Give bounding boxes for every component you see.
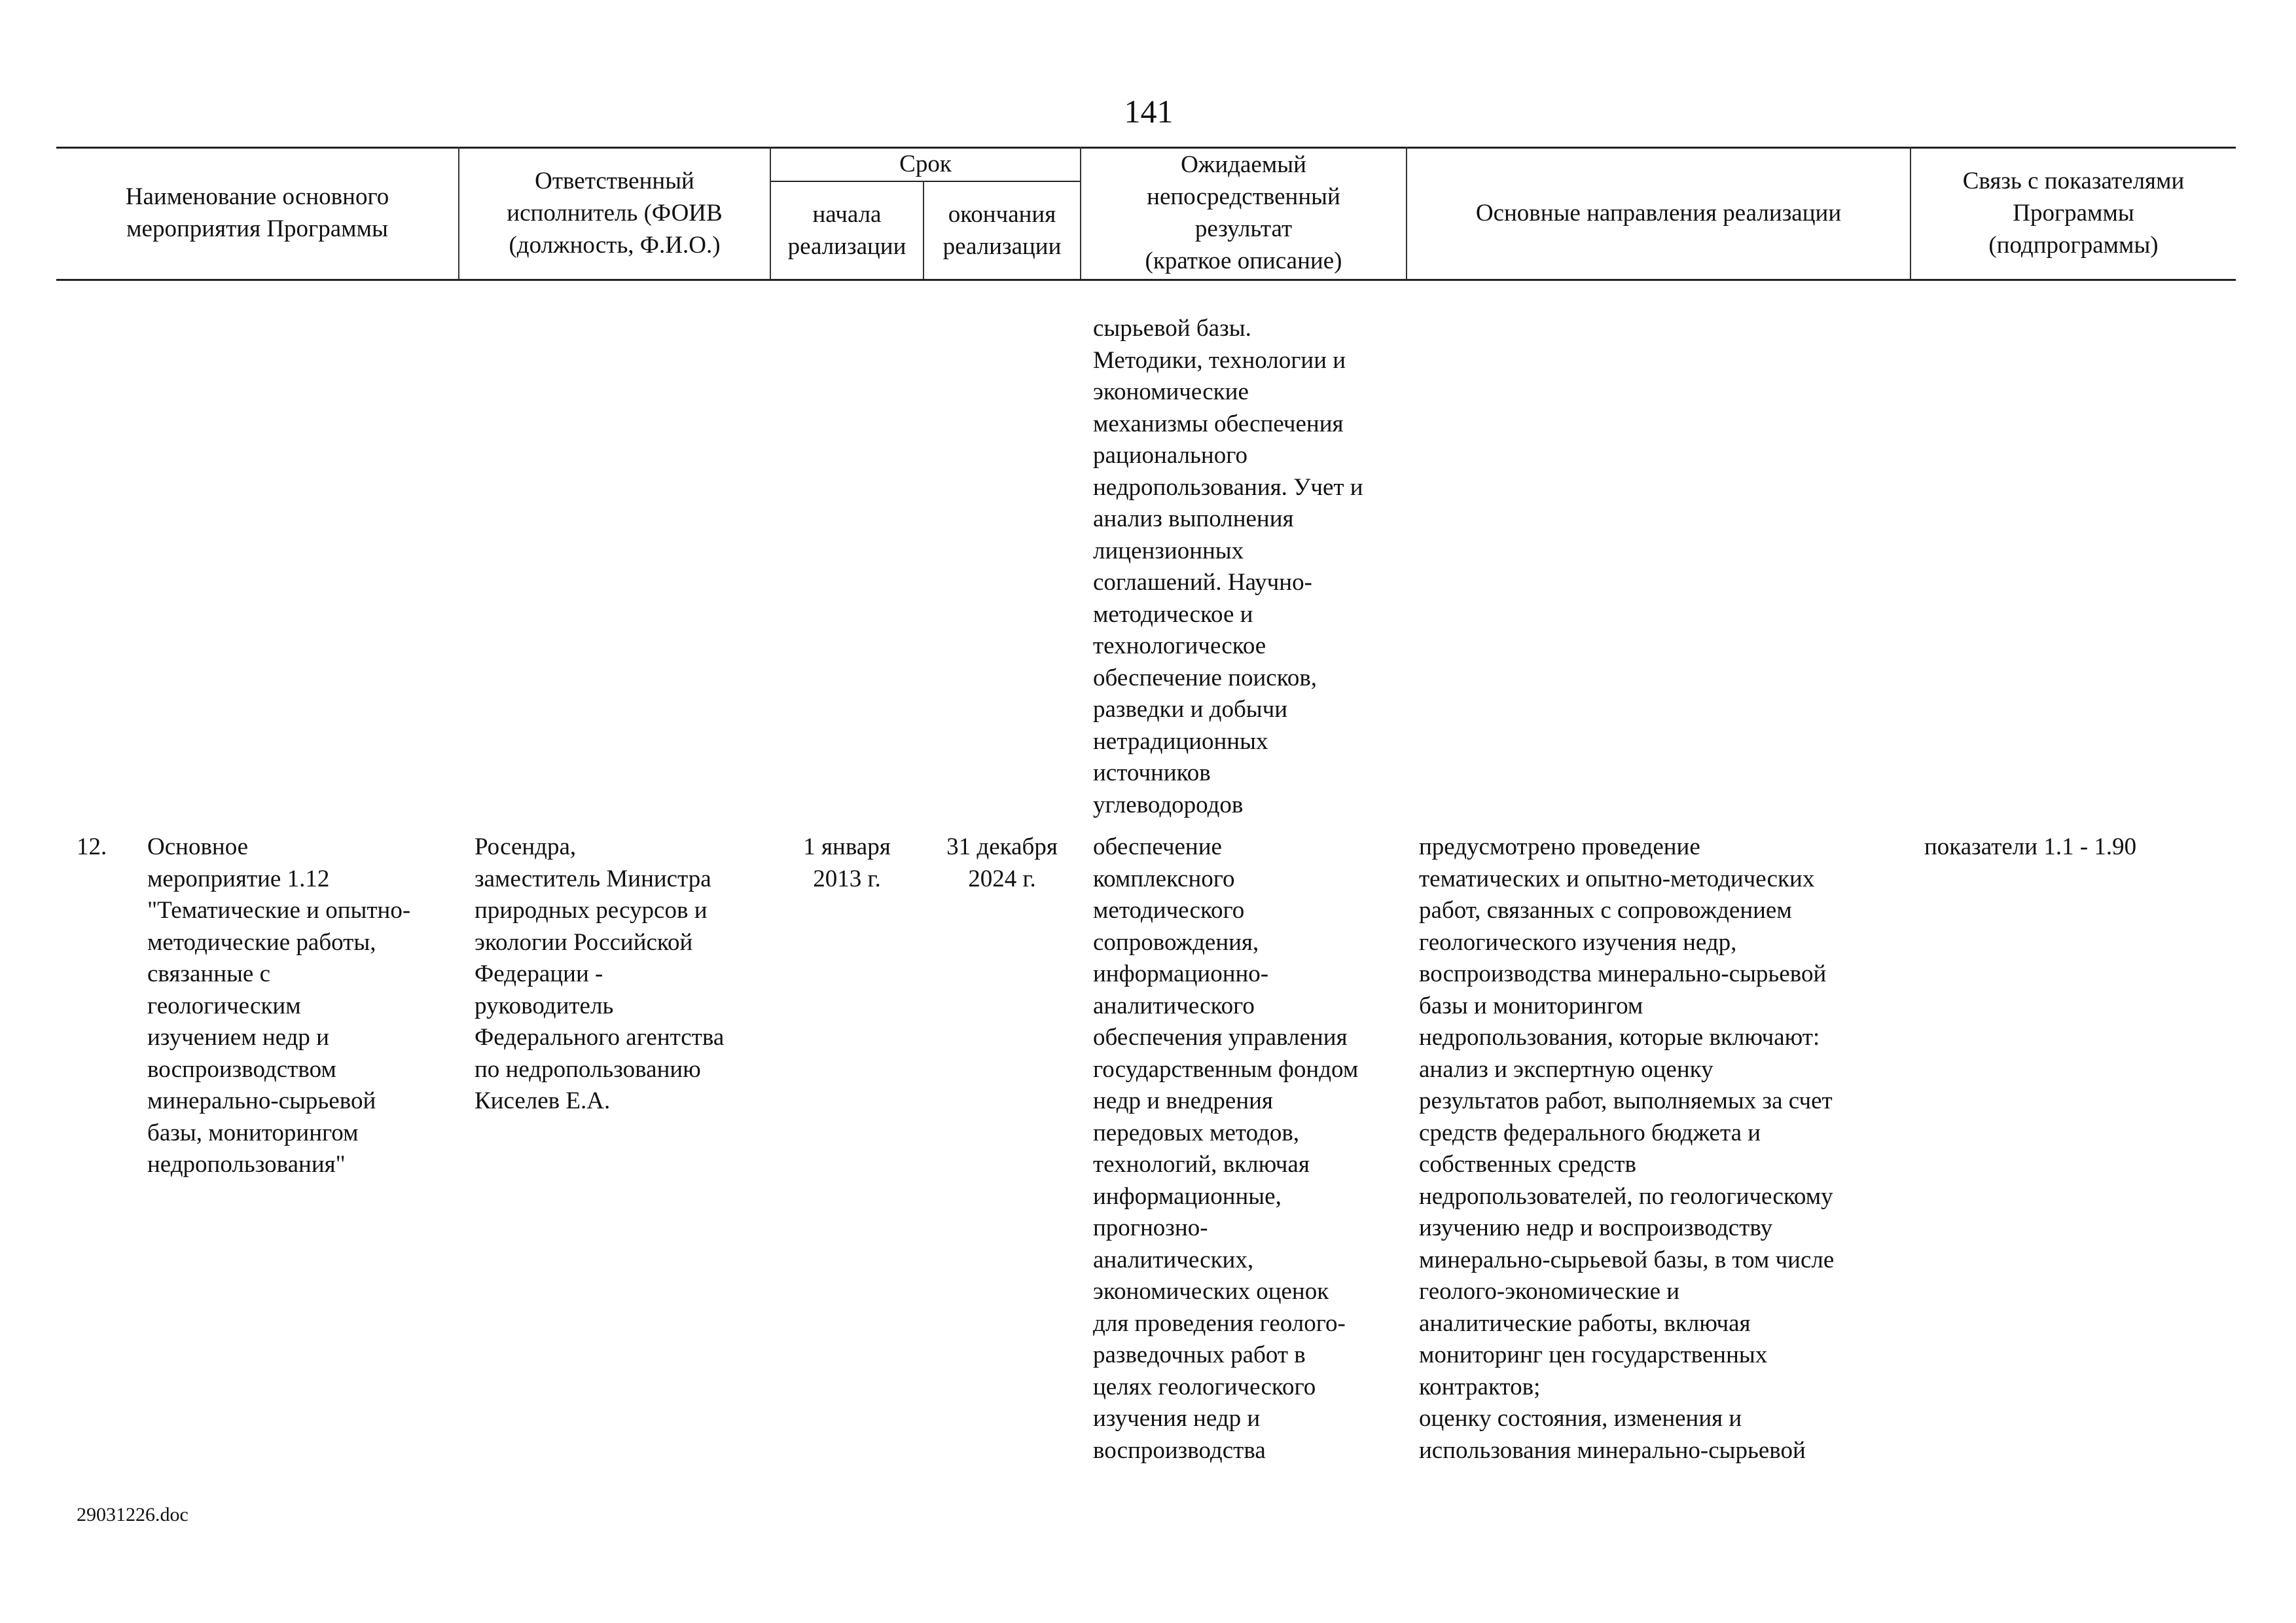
row-start-date: 1 января 2013 г. [803, 833, 891, 892]
continued-result-text: сырьевой базы. Методики, технологии и экономические механизмы обеспечения рационального недропользования. Учет и анализ выполнения лицензионных соглашений. Научно- методическое и технологическое обеспечение поисков, разведки и добычи нетрадиционных источников углеводородов [1093, 315, 1363, 818]
row-executor: Росендра, заместитель Министра природных ресурсов и экологии Российской Федерации - руководитель Федерального агентства по недропользованию Киселев Е.А. [475, 833, 725, 1114]
header-directions [1407, 147, 1910, 279]
header-start-text: начала реализации [787, 201, 906, 260]
header-executor [459, 147, 770, 279]
header-link [1911, 147, 2236, 279]
page-number: 141 [1124, 93, 1174, 130]
header-result-text: Ожидаемый непосредственный результат (краткое описание) [1145, 151, 1342, 274]
header-name [56, 147, 458, 279]
row-directions: предусмотрено проведение тематических и опытно-методических работ, связанных с сопровождением геологического изучения недр, воспроизводства минерально-сырьевой базы и мониторингом недропользования, которые включают: анализ и экспертную оценку результатов работ, выполняемых за счет средств федерального бюджета и собственных средств недропользователей, по геологическому изучению недр и воспроизводству минерально-сырьевой базы, в том числе геолого-экономические и аналитические работы, включая мониторинг цен государственных контрактов; оценку состояния, изменения и использования минерально-сырьевой [1419, 833, 1835, 1464]
row-link: показатели 1.1 - 1.90 [1924, 833, 2137, 860]
header-bottom-rule [56, 279, 2236, 281]
row-end-date: 31 декабря 2024 г. [946, 833, 1058, 892]
header-name-text: Наименование основного мероприятия Программы [125, 183, 389, 242]
header-start [771, 182, 923, 279]
header-term-text: Срок [899, 150, 952, 177]
row-name: Основное мероприятие 1.12 "Тематические и опытно- методические работы, связанные с геологическим изучением недр и воспроизводством минерально-сырьевой базы, мониторингом недропользования" [147, 833, 411, 1178]
row-number: 12. [77, 833, 107, 860]
header-end [924, 182, 1080, 279]
header-result [1081, 147, 1406, 279]
header-directions-text: Основные направления реализации [1475, 199, 1842, 227]
row-result: обеспечение комплексного методического сопровождения, информационно- аналитического обеспечения управления государственным фондом недр и внедрения передовых методов, технологий, включая информационные, прогнозно- аналитических, экономических оценок для проведения геолого- разведочных работ в целях геологического изучения недр и воспроизводства [1093, 833, 1359, 1464]
footer-doc-name: 29031226.doc [77, 1504, 188, 1525]
header-end-text: окончания реализации [942, 201, 1062, 260]
header-term [771, 147, 1080, 181]
header-executor-text: Ответственный исполнитель (ФОИВ (должность, Ф.И.О.) [507, 167, 723, 259]
header-link-text: Связь с показателями Программы (подпрограммы) [1962, 167, 2185, 259]
